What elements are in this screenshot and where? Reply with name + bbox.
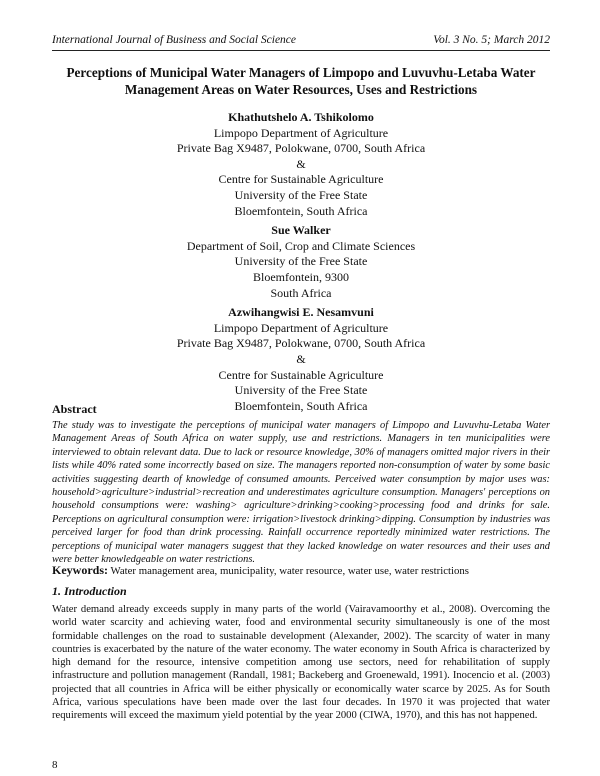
author-name: Azwihangwisi E. Nesamvuni [228,305,374,320]
affiliation-line: Bloemfontein, 9300 [253,269,349,284]
affiliation-line: South Africa [270,285,332,300]
affiliation-line: Limpopo Department of Agriculture [213,320,389,335]
author-block [52,110,550,219]
running-header [52,34,550,46]
affiliation-line: University of the Free State [234,254,368,269]
affiliation-line: Centre for Sustainable Agriculture [218,367,384,382]
affiliation-line: & [296,156,306,171]
issue-info: Vol. 3 No. 5; March 2012 [433,34,550,46]
keywords-text: Water management area, municipality, water resource, water use, water restrictions [110,565,469,577]
page-number: 8 [52,759,58,771]
introduction-text: Water demand already exceeds supply in many parts of the world (Vairavamoorthy et al., 2008). Overcoming the world water scarcity and achieving water, food and environmental security simultaneously is one of the most formidable challenges on the road to sustainable development (Alexander, 2002). The scarcity of water in many countries is exacerbated by the nature of the water economy. The water economy in South Africa is characterized by high demand for the resource, intensive competition among use sectors, need for rehabilitation of supply infrastructure and pollution management (Randall, 1981; Backeberg and Groenewald, 1991). Inocencio et al. (2003) projected that all countries in Africa will be either physically or economically water scarce by 2025. As for South Africa, various speculations have been made over the last four decades. In 1970 it was projected that water requirements will exceed the maximum yield potential by the year 2000 (CIWA, 1970), and this has not happened. [52,604,550,722]
journal-name: International Journal of Business and Social Science [52,34,297,46]
affiliation-line: University of the Free State [234,187,368,202]
section-heading: 1. Introduction [52,584,127,598]
affiliation-line: Private Bag X9487, Polokwane, 0700, South Africa [176,141,426,156]
paper-title: Perceptions of Municipal Water Managers of Limpopo and Luvuvhu-Letaba Water Management Areas on Water Resources, Uses and Restrictions [66,65,536,97]
author-block [52,223,550,301]
affiliation-line: Bloemfontein, South Africa [234,398,368,413]
keywords [52,563,550,578]
affiliation-line: University of the Free State [234,383,368,398]
keywords-label: Keywords: [52,563,108,577]
author-name: Khathutshelo A. Tshikolomo [228,110,374,124]
affiliation-line: & [296,351,306,366]
author-list [52,110,550,418]
author-block [52,305,550,414]
abstract-text: The study was to investigate the perceptions of municipal water managers of Limpopo and Luvuvhu-Letaba Water Management Areas of South Africa on water supply, use and restrictions. Managers in ten municipalities were interviewed to obtain relevant data. Due to lack or resource knowledge, 30% of managers omitted major rivers in their lists while 40% rated some incorrectly based on size. The managers reported non-consumption of water by some basic activities suggesting dearth of knowledge of consumed amounts. Perceived water consumption by major uses was: household>agriculture>industrial>recreation and underestimates agriculture consumption. Managers' perceptions on household consumptions were: washing> agriculture>drinking>cooking>processing food and drinks for sale. Perceptions on agricultural consumption were: irrigation>livestock drinking>dipping. Consumption by industries was perceived larger for food than drink processing. Rainfall occurrence reportedly minimized water restrictions. The perceptions of municipal water managers suggest that they lacked knowledge on water resources and their uses and were better knowledgeable on water restrictions. [52,420,550,566]
affiliation-line: Limpopo Department of Agriculture [213,125,389,140]
affiliation-line: Department of Soil, Crop and Climate Sciences [186,238,416,253]
affiliation-line: Bloemfontein, South Africa [234,203,368,218]
abstract-heading: Abstract [52,402,97,416]
affiliation-line: Private Bag X9487, Polokwane, 0700, South Africa [176,336,426,351]
affiliation-line: Centre for Sustainable Agriculture [218,172,384,187]
header-rule [52,50,550,51]
author-name: Sue Walker [271,223,331,238]
